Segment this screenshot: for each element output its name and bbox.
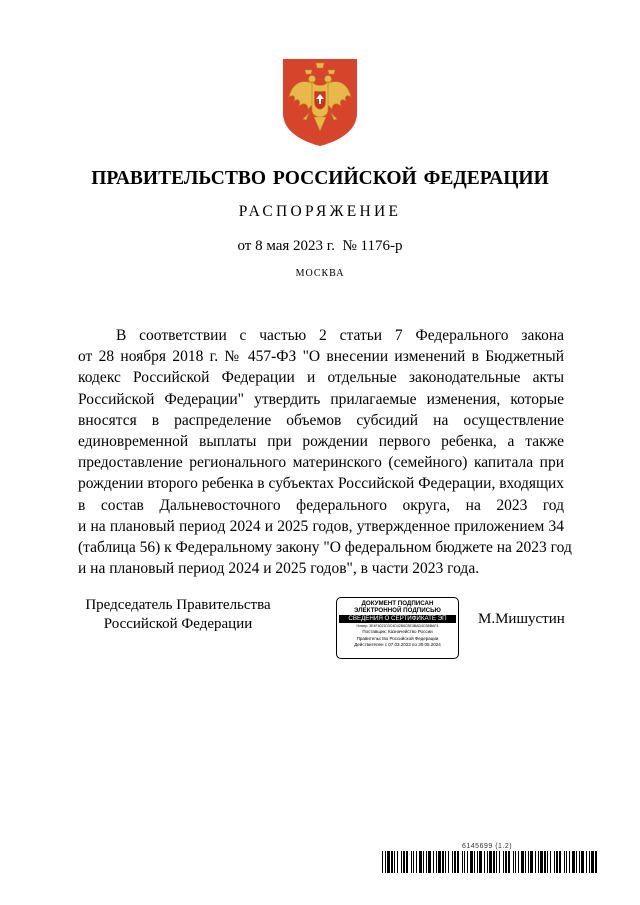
signer-title-line: Российской Федерации — [103, 616, 253, 632]
coat-of-arms-icon — [281, 57, 359, 147]
body-line: рождении второго ребенка в субъектах Российской Федерации, входящих — [78, 475, 564, 493]
body-line: вносятся в распределение объемов субсидий на осуществление — [78, 411, 564, 429]
stamp-certificate-bar: СВЕДЕНИЯ О СЕРТИФИКАТЕ ЭП — [339, 615, 456, 623]
stamp-heading-line: ДОКУМЕНТ ПОДПИСАН — [361, 600, 434, 607]
body-line: кодекс Российской Федерации и отдельные законодательные акты — [78, 369, 564, 387]
stamp-heading — [337, 600, 458, 614]
body-line: и на плановый период 2024 и 2025 годов, утвержденное приложением 34 — [78, 517, 564, 535]
body-line: и на плановый период 2024 и 2025 годов", в части 2023 года. — [78, 560, 480, 578]
body-line: единовременной выплаты при рождении первого ребенка, а также — [78, 433, 564, 451]
signer-title — [78, 596, 278, 634]
signer-name: М.Мишустин — [478, 611, 565, 627]
body-line: от 28 ноября 2018 г. № 457-ФЗ "О внесении изменений в Бюджетный — [78, 348, 564, 366]
stamp-serial: Номер: 3E4F4021D3C4D42B6C8E3BAD4CB5BAF4 — [356, 624, 439, 629]
stamp-validity: Действителен с 07.03.2023 по 30.05.2024 — [354, 642, 441, 647]
body-line: предоставление регионального материнского (семейного) капитала при — [78, 454, 564, 472]
body-line: в состав Дальневосточного федерального округа, на 2023 год — [78, 496, 564, 514]
electronic-signature-stamp — [336, 597, 459, 659]
stamp-heading-line: ЭЛЕКТРОННОЙ ПОДПИСЬЮ — [354, 607, 441, 615]
signer-title-line: Председатель Правительства — [85, 597, 271, 613]
document-city: МОСКВА — [295, 268, 345, 279]
document-type: РАСПОРЯЖЕНИЕ — [238, 203, 402, 220]
stamp-owner: Правительство Российской Федерации — [356, 635, 439, 641]
body-line: (таблица 56) к Федеральному закону "О федеральном бюджете на 2023 год — [78, 539, 572, 557]
body-line: В соответствии с частью 2 статьи 7 Федерального закона — [116, 327, 564, 344]
document-dateline: от 8 мая 2023 г. № 1176-р — [237, 238, 403, 254]
body-line: Российской Федерации" утвердить прилагаемые изменения, которые — [78, 390, 564, 408]
order-body — [78, 325, 572, 579]
government-title: ПРАВИТЕЛЬСТВО РОССИЙСКОЙ ФЕДЕРАЦИИ — [91, 168, 549, 189]
stamp-issuer: Поставщик: Казначейство России — [362, 629, 433, 635]
barcode-icon — [382, 851, 597, 873]
document-code: 6145699 (1.2) — [462, 843, 513, 850]
